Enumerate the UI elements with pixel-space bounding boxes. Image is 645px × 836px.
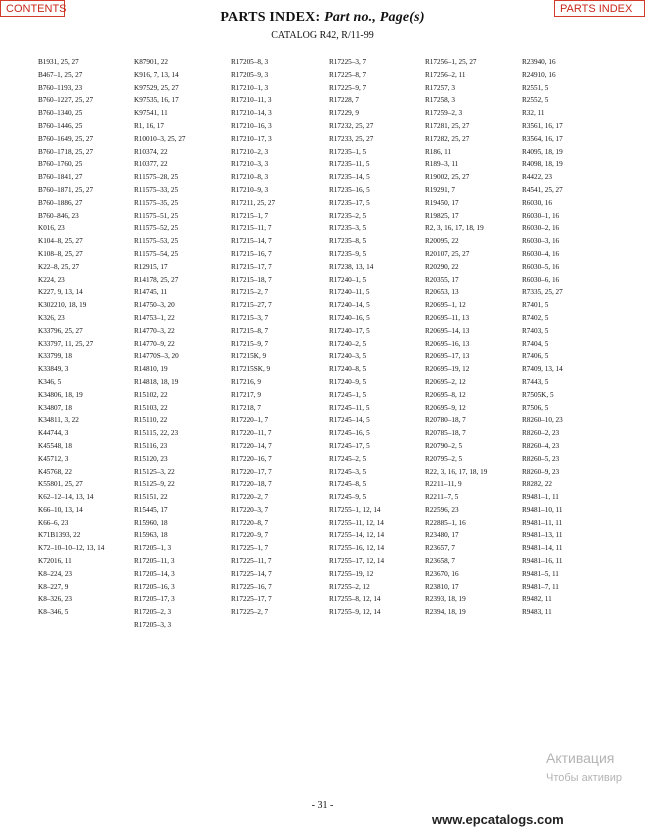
index-entry[interactable]: R17255–11, 12, 14: [329, 518, 384, 527]
index-entry[interactable]: R17215–18, 7: [231, 275, 272, 284]
index-entry[interactable]: R20695–8, 12: [425, 390, 466, 399]
index-entry[interactable]: R17205–11, 3: [134, 557, 175, 566]
index-entry[interactable]: R17238, 13, 14: [329, 262, 374, 271]
index-entry[interactable]: R17215–1, 7: [231, 211, 269, 220]
index-entry[interactable]: K8–224, 23: [38, 569, 72, 578]
index-entry[interactable]: R15110, 22: [134, 416, 168, 425]
index-entry[interactable]: B760–1871, 25, 27: [38, 185, 94, 194]
page-title: [0, 10, 645, 26]
index-entry[interactable]: R15963, 18: [134, 531, 168, 540]
index-entry[interactable]: R17228, 7: [329, 96, 359, 105]
index-entry[interactable]: R17259–2, 3: [425, 109, 463, 118]
index-entry[interactable]: R15103, 22: [134, 403, 168, 412]
index-entry[interactable]: R17220–11, 7: [231, 429, 272, 438]
index-entry[interactable]: R15445, 17: [134, 505, 168, 514]
title-main: PARTS INDEX:: [220, 10, 321, 25]
index-entry[interactable]: R17255–2, 12: [329, 582, 370, 591]
index-entry[interactable]: R17255–1, 12, 14: [329, 505, 381, 514]
contents-button[interactable]: CONTENTS: [0, 0, 65, 17]
index-entry[interactable]: R17240–16, 5: [329, 313, 370, 322]
index-entry[interactable]: R15120, 23: [134, 454, 168, 463]
index-entry[interactable]: R15151, 22: [134, 493, 168, 502]
index-entry[interactable]: R17240–1, 5: [329, 275, 367, 284]
index-entry[interactable]: R17205–1, 3: [134, 544, 172, 553]
index-entry[interactable]: R7506, 5: [522, 403, 549, 412]
index-entry[interactable]: R17225–16, 7: [231, 582, 272, 591]
index-entry[interactable]: R17225–1, 7: [231, 544, 269, 553]
index-entry[interactable]: K45712, 3: [38, 454, 69, 463]
index-entry[interactable]: R17255–17, 12, 14: [329, 557, 385, 566]
index-column-3: [231, 56, 329, 619]
index-entry[interactable]: R2393, 18, 19: [425, 595, 466, 604]
index-entry[interactable]: K97529, 25, 27: [134, 83, 179, 92]
index-entry[interactable]: B467–1, 25, 27: [38, 70, 83, 79]
index-entry[interactable]: R9481–7, 11: [522, 582, 559, 591]
index-entry[interactable]: R17245–3, 5: [329, 467, 367, 476]
index-entry[interactable]: R9481–13, 11: [522, 531, 563, 540]
index-entry[interactable]: R14810, 19: [134, 365, 168, 374]
index-entry[interactable]: R20695–2, 12: [425, 377, 466, 386]
index-entry[interactable]: R17210–14, 3: [231, 109, 272, 118]
index-entry[interactable]: R9481–16, 11: [522, 557, 563, 566]
index-entry[interactable]: R14750–3, 20: [134, 301, 175, 310]
index-entry[interactable]: R17225–17, 7: [231, 595, 272, 604]
index-entry[interactable]: K34811, 3, 22: [38, 416, 79, 425]
index-entry[interactable]: R20795–2, 5: [425, 454, 463, 463]
index-entry[interactable]: R19450, 17: [425, 198, 459, 207]
index-entry[interactable]: R20780–18, 7: [425, 416, 466, 425]
index-entry[interactable]: B760–1718, 25, 27: [38, 147, 94, 156]
index-entry[interactable]: R9483, 11: [522, 608, 552, 617]
index-entry[interactable]: R14770–3, 22: [134, 326, 175, 335]
index-entry[interactable]: R15125–9, 22: [134, 480, 175, 489]
index-entry[interactable]: B760–1340, 25: [38, 109, 83, 118]
index-entry[interactable]: R32, 11: [522, 109, 545, 118]
index-entry[interactable]: R17225–2, 7: [231, 608, 269, 617]
index-entry[interactable]: R17240–8, 5: [329, 365, 367, 374]
index-entry[interactable]: K33796, 25, 27: [38, 326, 83, 335]
index-entry[interactable]: R22596, 23: [425, 505, 459, 514]
index-entry[interactable]: K66–6, 23: [38, 518, 69, 527]
index-entry[interactable]: R2211–11, 9: [425, 480, 462, 489]
index-entry[interactable]: R17220–3, 7: [231, 505, 269, 514]
index-entry[interactable]: R17255–8, 12, 14: [329, 595, 381, 604]
index-entry[interactable]: K224, 23: [38, 275, 65, 284]
index-entry[interactable]: R17258, 3: [425, 96, 455, 105]
index-entry[interactable]: R10374, 22: [134, 147, 168, 156]
index-entry[interactable]: R2211–7, 5: [425, 493, 459, 502]
index-entry[interactable]: R20695–16, 13: [425, 339, 470, 348]
index-entry[interactable]: B760–1193, 23: [38, 83, 83, 92]
index-entry[interactable]: K45548, 18: [38, 441, 72, 450]
index-entry[interactable]: R17255–16, 12, 14: [329, 544, 385, 553]
index-entry[interactable]: R17215–17, 7: [231, 262, 272, 271]
index-entry[interactable]: R19291, 7: [425, 185, 455, 194]
index-entry[interactable]: R9481–1, 11: [522, 493, 559, 502]
index-entry[interactable]: R17240–9, 5: [329, 377, 367, 386]
index-entry[interactable]: K97541, 11: [134, 109, 168, 118]
index-entry[interactable]: R17235–1, 5: [329, 147, 367, 156]
index-entry[interactable]: R17210–17, 3: [231, 134, 272, 143]
index-entry[interactable]: R10010–3, 25, 27: [134, 134, 186, 143]
index-entry[interactable]: R17220–14, 7: [231, 441, 272, 450]
index-entry[interactable]: R17235–8, 5: [329, 237, 367, 246]
index-entry[interactable]: R7409, 13, 14: [522, 365, 563, 374]
catalog-subtitle: CATALOG R42, R/11-99: [271, 30, 374, 41]
index-entry[interactable]: R17210–2, 3: [231, 147, 269, 156]
index-entry[interactable]: R11575–53, 25: [134, 237, 179, 246]
index-entry[interactable]: R17229, 9: [329, 109, 359, 118]
index-entry[interactable]: R17205–2, 3: [134, 608, 172, 617]
index-entry[interactable]: R15116, 23: [134, 441, 168, 450]
index-entry[interactable]: R11575–35, 25: [134, 198, 179, 207]
index-entry[interactable]: R11575–52, 25: [134, 224, 179, 233]
index-entry[interactable]: R17211, 25, 27: [231, 198, 276, 207]
index-entry[interactable]: R17218, 7: [231, 403, 261, 412]
index-entry[interactable]: R9481–14, 11: [522, 544, 563, 553]
index-entry[interactable]: R17210–11, 3: [231, 96, 272, 105]
index-entry[interactable]: R4095, 18, 19: [522, 147, 563, 156]
index-entry[interactable]: R17215–8, 7: [231, 326, 269, 335]
index-entry[interactable]: R17215–11, 7: [231, 224, 272, 233]
index-entry[interactable]: R17215K, 9: [231, 352, 267, 361]
parts-index-button[interactable]: PARTS INDEX: [554, 0, 645, 17]
index-entry[interactable]: R2552, 5: [522, 96, 549, 105]
index-entry[interactable]: B760–1649, 25, 27: [38, 134, 94, 143]
index-entry[interactable]: R17235–16, 5: [329, 185, 370, 194]
activation-subtitle: Чтобы активир: [546, 772, 622, 784]
activation-title: Активация: [546, 750, 615, 766]
index-entry[interactable]: R6030–6, 16: [522, 275, 560, 284]
index-entry[interactable]: R7505K, 5: [522, 390, 554, 399]
index-entry[interactable]: R9481–5, 11: [522, 569, 559, 578]
index-entry[interactable]: R17245–9, 5: [329, 493, 367, 502]
index-entry[interactable]: R12915, 17: [134, 262, 168, 271]
index-entry[interactable]: B760–1886, 27: [38, 198, 83, 207]
index-entry[interactable]: K33849, 3: [38, 365, 69, 374]
index-entry[interactable]: R17217, 9: [231, 390, 261, 399]
index-entry[interactable]: R6030–2, 16: [522, 224, 560, 233]
index-entry[interactable]: K72–10–10–12, 13, 14: [38, 544, 105, 553]
index-entry[interactable]: R2551, 5: [522, 83, 549, 92]
index-entry[interactable]: R15960, 18: [134, 518, 168, 527]
index-entry[interactable]: R20695–9, 12: [425, 403, 466, 412]
index-entry[interactable]: R17210–8, 3: [231, 173, 269, 182]
index-entry[interactable]: R11575–33, 25: [134, 185, 179, 194]
index-entry[interactable]: R17210–3, 3: [231, 160, 269, 169]
index-entry[interactable]: B760–1446, 25: [38, 121, 83, 130]
index-entry[interactable]: R17235–17, 5: [329, 198, 370, 207]
index-entry[interactable]: R19825, 17: [425, 211, 459, 220]
index-entry[interactable]: R14818, 18, 19: [134, 377, 179, 386]
index-entry[interactable]: R9481–10, 11: [522, 505, 563, 514]
index-entry[interactable]: K55801, 25, 27: [38, 480, 83, 489]
index-column-5: [425, 56, 523, 619]
index-entry[interactable]: R17257, 3: [425, 83, 455, 92]
index-entry[interactable]: R17220–17, 7: [231, 467, 272, 476]
index-entry[interactable]: R17245–16, 5: [329, 429, 370, 438]
index-column-1: [38, 56, 136, 619]
index-entry[interactable]: R17256–2, 11: [425, 70, 466, 79]
index-entry[interactable]: R15102, 22: [134, 390, 168, 399]
index-entry[interactable]: R24910, 16: [522, 70, 556, 79]
index-entry[interactable]: R17215–9, 7: [231, 339, 269, 348]
index-entry[interactable]: R17205–8, 3: [231, 58, 269, 66]
index-entry[interactable]: R17235–2, 5: [329, 211, 367, 220]
index-entry[interactable]: R7443, 5: [522, 377, 549, 386]
index-entry[interactable]: R17235–14, 5: [329, 173, 370, 182]
index-entry[interactable]: R17240–14, 5: [329, 301, 370, 310]
index-entry[interactable]: R3561, 16, 17: [522, 121, 563, 130]
index-entry[interactable]: R23940, 16: [522, 58, 556, 66]
index-entry[interactable]: K87901, 22: [134, 58, 168, 66]
index-entry[interactable]: K8–326, 23: [38, 595, 72, 604]
page-number: - 31 -: [311, 800, 334, 811]
index-entry[interactable]: R4098, 18, 19: [522, 160, 563, 169]
index-entry[interactable]: R23670, 16: [425, 569, 459, 578]
index-entry[interactable]: R17255–14, 12, 14: [329, 531, 385, 540]
index-entry[interactable]: R17220–18, 7: [231, 480, 272, 489]
index-entry[interactable]: R4541, 25, 27: [522, 185, 563, 194]
index-entry[interactable]: K8–346, 5: [38, 608, 69, 617]
index-entry[interactable]: R17220–2, 7: [231, 493, 269, 502]
index-entry[interactable]: R20095, 22: [425, 237, 459, 246]
index-entry[interactable]: R20695–14, 13: [425, 326, 470, 335]
index-column-4: [329, 56, 427, 619]
index-entry[interactable]: R6030–5, 16: [522, 262, 560, 271]
index-entry[interactable]: R17225–3, 7: [329, 58, 367, 66]
index-entry[interactable]: R10377, 22: [134, 160, 168, 169]
index-entry[interactable]: B760–1227, 25, 27: [38, 96, 94, 105]
index-entry[interactable]: R20785–18, 7: [425, 429, 466, 438]
index-entry[interactable]: R17220–16, 7: [231, 454, 272, 463]
index-entry[interactable]: R14178, 25, 27: [134, 275, 179, 284]
index-entry[interactable]: R14745, 11: [134, 288, 168, 297]
index-entry[interactable]: K346, 5: [38, 377, 62, 386]
index-entry[interactable]: B760–1760, 25: [38, 160, 83, 169]
index-entry[interactable]: R17215–16, 7: [231, 249, 272, 258]
index-entry[interactable]: R6030–1, 16: [522, 211, 560, 220]
index-entry[interactable]: K108–8, 25, 27: [38, 249, 83, 258]
index-entry[interactable]: R17240–2, 5: [329, 339, 367, 348]
index-entry[interactable]: R17225–14, 7: [231, 569, 272, 578]
index-entry[interactable]: K71B1393, 22: [38, 531, 81, 540]
index-entry[interactable]: R7406, 5: [522, 352, 549, 361]
index-entry[interactable]: R23810, 17: [425, 582, 459, 591]
index-entry[interactable]: R17205–9, 3: [231, 70, 269, 79]
index-entry[interactable]: R22885–1, 16: [425, 518, 466, 527]
index-entry[interactable]: B760–1841, 27: [38, 173, 83, 182]
index-entry[interactable]: R17282, 25, 27: [425, 134, 470, 143]
index-entry[interactable]: R9482, 11: [522, 595, 552, 604]
index-entry[interactable]: R8260–5, 23: [522, 454, 560, 463]
index-entry[interactable]: K33797, 11, 25, 27: [38, 339, 94, 348]
index-entry[interactable]: R11575–54, 25: [134, 249, 179, 258]
index-entry[interactable]: R17225–11, 7: [231, 557, 272, 566]
index-entry[interactable]: R17233, 25, 27: [329, 134, 374, 143]
index-entry[interactable]: R20653, 13: [425, 288, 459, 297]
index-entry[interactable]: R17220–8, 7: [231, 518, 269, 527]
index-entry[interactable]: R17232, 25, 27: [329, 121, 374, 130]
index-entry[interactable]: R17215–3, 7: [231, 313, 269, 322]
index-entry[interactable]: R7335, 25, 27: [522, 288, 563, 297]
index-entry[interactable]: K62–12–14, 13, 14: [38, 493, 94, 502]
index-entry[interactable]: R189–3, 11: [425, 160, 459, 169]
watermark-link[interactable]: www.epcatalogs.com: [432, 812, 564, 827]
index-entry[interactable]: R15115, 22, 23: [134, 429, 179, 438]
index-entry[interactable]: R17245–8, 5: [329, 480, 367, 489]
index-entry[interactable]: R17225–9, 7: [329, 83, 367, 92]
index-entry[interactable]: R23658, 7: [425, 557, 455, 566]
index-entry[interactable]: R20107, 25, 27: [425, 249, 470, 258]
index-entry[interactable]: K016, 23: [38, 224, 65, 233]
index-entry[interactable]: R7403, 5: [522, 326, 549, 335]
index-entry[interactable]: R9481–11, 11: [522, 518, 563, 527]
index-entry[interactable]: R22, 3, 16, 17, 18, 19: [425, 467, 488, 476]
index-entry[interactable]: K104–8, 25, 27: [38, 237, 83, 246]
index-entry[interactable]: R8260–2, 23: [522, 429, 560, 438]
index-entry[interactable]: K22–8, 25, 27: [38, 262, 80, 271]
index-entry[interactable]: K326, 23: [38, 313, 65, 322]
index-entry[interactable]: K45768, 22: [38, 467, 72, 476]
index-entry[interactable]: R17216, 9: [231, 377, 261, 386]
index-entry[interactable]: R20695–19, 12: [425, 365, 470, 374]
index-entry[interactable]: K302210, 18, 19: [38, 301, 87, 310]
index-entry[interactable]: K72016, 11: [38, 557, 72, 566]
index-column-6: [522, 56, 620, 619]
index-entry[interactable]: R17205–14, 3: [134, 569, 175, 578]
index-entry[interactable]: R8260–4, 23: [522, 441, 560, 450]
index-entry[interactable]: R14753–1, 22: [134, 313, 175, 322]
index-entry[interactable]: R17215–2, 7: [231, 288, 269, 297]
index-entry[interactable]: R6030–3, 16: [522, 237, 560, 246]
index-entry[interactable]: K34806, 18, 19: [38, 390, 83, 399]
index-entry[interactable]: R17205–16, 3: [134, 582, 175, 591]
index-entry[interactable]: K44744, 3: [38, 429, 69, 438]
index-entry[interactable]: R23480, 17: [425, 531, 459, 540]
index-entry[interactable]: R8260–9, 23: [522, 467, 560, 476]
index-entry[interactable]: R2, 3, 16, 17, 18, 19: [425, 224, 484, 233]
index-entry[interactable]: R20355, 17: [425, 275, 459, 284]
index-entry[interactable]: R14770–9, 22: [134, 339, 175, 348]
index-entry[interactable]: R17245–17, 5: [329, 441, 370, 450]
index-entry[interactable]: R17220–1, 7: [231, 416, 269, 425]
index-entry[interactable]: R17245–2, 5: [329, 454, 367, 463]
index-entry[interactable]: R4422, 23: [522, 173, 552, 182]
index-entry[interactable]: R2394, 18, 19: [425, 608, 466, 617]
index-entry[interactable]: R17210–9, 3: [231, 185, 269, 194]
index-entry[interactable]: R20290, 22: [425, 262, 459, 271]
index-entry[interactable]: K34807, 18: [38, 403, 72, 412]
index-entry[interactable]: R17220–9, 7: [231, 531, 269, 540]
index-entry[interactable]: R11575–51, 25: [134, 211, 179, 220]
index-entry[interactable]: R7401, 5: [522, 301, 549, 310]
index-entry[interactable]: R17225–8, 7: [329, 70, 367, 79]
index-entry[interactable]: R20695–1, 12: [425, 301, 466, 310]
index-entry[interactable]: R20695–11, 13: [425, 313, 470, 322]
index-entry[interactable]: K8–227, 9: [38, 582, 69, 591]
index-entry[interactable]: R17245–14, 5: [329, 416, 370, 425]
index-entry[interactable]: R19002, 25, 27: [425, 173, 470, 182]
index-entry[interactable]: K33799, 18: [38, 352, 72, 361]
index-entry[interactable]: R20695–17, 13: [425, 352, 470, 361]
index-entry[interactable]: R17255–9, 12, 14: [329, 608, 381, 617]
index-entry[interactable]: R17235–11, 5: [329, 160, 370, 169]
index-entry[interactable]: R6030–4, 16: [522, 249, 560, 258]
index-entry[interactable]: R15125–3, 22: [134, 467, 175, 476]
index-entry[interactable]: R17210–1, 3: [231, 83, 269, 92]
index-entry[interactable]: R8282, 22: [522, 480, 552, 489]
index-entry[interactable]: R17205–3, 3: [134, 621, 172, 630]
index-entry[interactable]: R17235–9, 5: [329, 249, 367, 258]
index-entry[interactable]: R20790–2, 5: [425, 441, 463, 450]
index-entry[interactable]: B760–846, 23: [38, 211, 79, 220]
index-entry[interactable]: R17245–1, 5: [329, 390, 367, 399]
index-entry[interactable]: R17210–16, 3: [231, 121, 272, 130]
index-entry[interactable]: R11575–28, 25: [134, 173, 179, 182]
index-entry[interactable]: R17245–11, 5: [329, 403, 370, 412]
title-italic: Part no., Page(s): [324, 10, 425, 25]
index-entry[interactable]: B1931, 25, 27: [38, 58, 79, 66]
index-entry[interactable]: R7402, 5: [522, 313, 549, 322]
index-entry[interactable]: R3564, 16, 17: [522, 134, 563, 143]
index-entry[interactable]: K916, 7, 13, 14: [134, 70, 179, 79]
index-entry[interactable]: R17215–14, 7: [231, 237, 272, 246]
index-entry[interactable]: R17281, 25, 27: [425, 121, 470, 130]
index-entry[interactable]: R23657, 7: [425, 544, 455, 553]
index-entry[interactable]: R14770S–3, 20: [134, 352, 179, 361]
index-entry[interactable]: R17215SK, 9: [231, 365, 271, 374]
index-entry[interactable]: R1, 16, 17: [134, 121, 164, 130]
index-entry[interactable]: R17235–3, 5: [329, 224, 367, 233]
index-entry[interactable]: K66–10, 13, 14: [38, 505, 83, 514]
index-entry[interactable]: R17205–17, 3: [134, 595, 175, 604]
index-column-2: [134, 56, 232, 632]
index-entry[interactable]: R7404, 5: [522, 339, 549, 348]
index-entry[interactable]: R17240–3, 5: [329, 352, 367, 361]
index-entry[interactable]: R8260–10, 23: [522, 416, 563, 425]
index-entry[interactable]: K227, 9, 13, 14: [38, 288, 83, 297]
index-entry[interactable]: R17240–17, 5: [329, 326, 370, 335]
index-entry[interactable]: R17256–1, 25, 27: [425, 58, 477, 66]
index-entry[interactable]: R186, 11: [425, 147, 452, 156]
index-entry[interactable]: R17255–19, 12: [329, 569, 374, 578]
index-entry[interactable]: R6030, 16: [522, 198, 552, 207]
index-entry[interactable]: K97535, 16, 17: [134, 96, 179, 105]
index-entry[interactable]: R17240–11, 5: [329, 288, 370, 297]
index-entry[interactable]: R17215–27, 7: [231, 301, 272, 310]
